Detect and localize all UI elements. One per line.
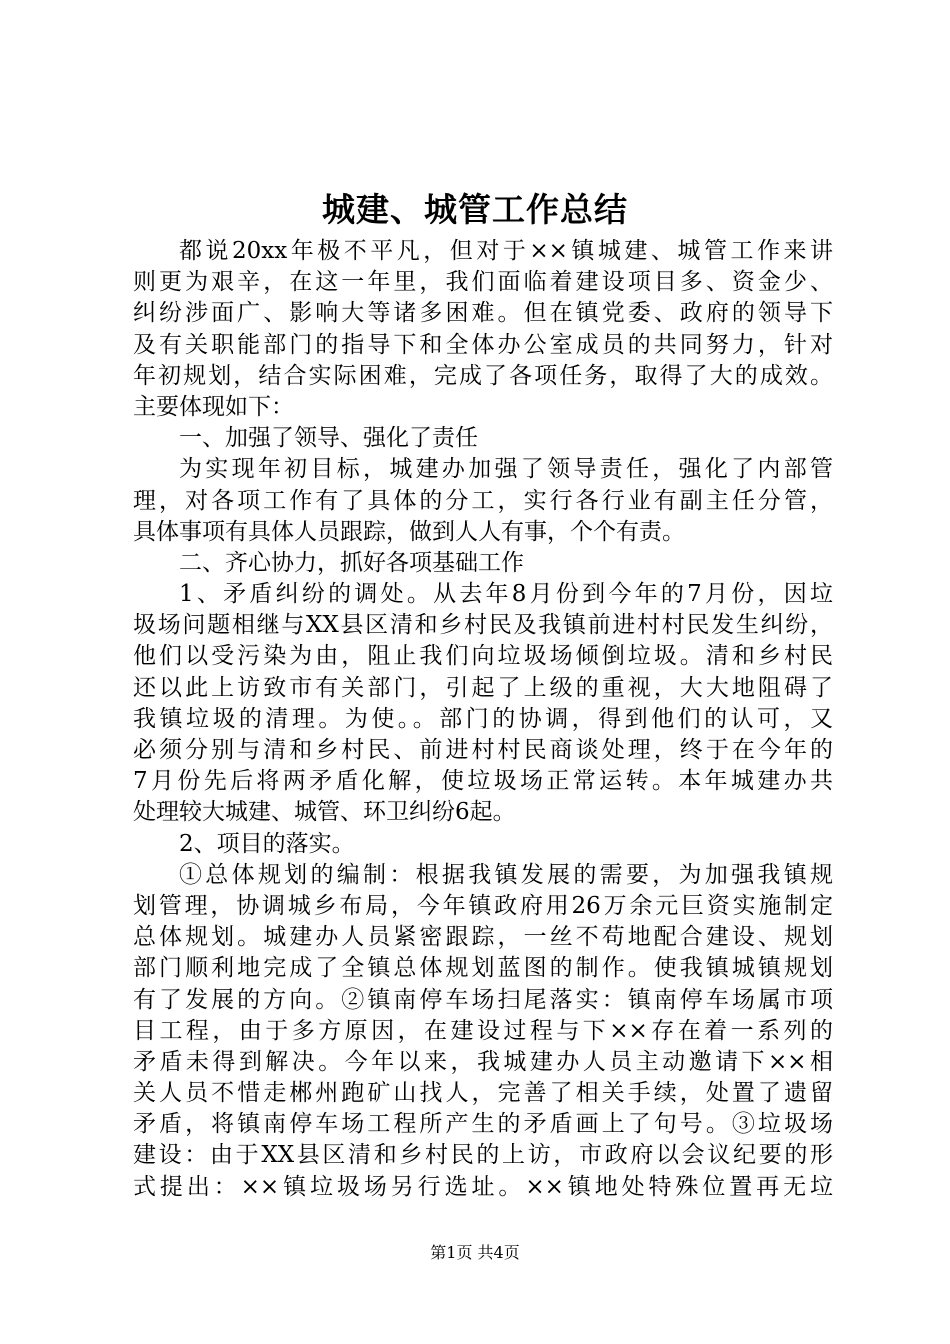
text-line: 2、项目的落实。 <box>179 830 355 857</box>
text-line: 他们以受污染为由，阻止我们向垃圾场倾倒垃圾。清和乡村民 <box>133 643 833 670</box>
text-line: 为实现年初目标，城建办加强了领导责任，强化了内部管 <box>179 456 833 483</box>
text-line: 圾场问题相继与XX县区清和乡村民及我镇前进村村民发生纠纷， <box>133 612 833 639</box>
text-line: 理，对各项工作有了具体的分工，实行各行业有副主任分管， <box>133 487 833 514</box>
text-line: 年初规划，结合实际困难，完成了各项任务，取得了大的成效。 <box>133 362 833 389</box>
text-line: 划管理，协调城乡布局，今年镇政府用26万余元巨资实施制定 <box>133 892 833 919</box>
text-line: 处理较大城建、城管、环卫纠纷6起。 <box>133 799 516 826</box>
text-line: 都说20xx年极不平凡，但对于××镇城建、城管工作来讲 <box>179 238 833 264</box>
text-line: 式提出：××镇垃圾场另行选址。××镇地处特殊位置再无垃 <box>133 1173 833 1200</box>
text-line: 则更为艰辛，在这一年里，我们面临着建设项目多、资金少、 <box>133 269 833 296</box>
text-line: 部门顺利地完成了全镇总体规划蓝图的制作。使我镇城镇规划 <box>133 955 833 982</box>
text-line: 目工程，由于多方原因，在建设过程与下××存在着一系列的 <box>133 1017 833 1044</box>
text-line: 矛盾，将镇南停车场工程所产生的矛盾画上了句号。③垃圾场 <box>133 1111 833 1138</box>
page-indicator: 第1页 共4页 <box>430 1243 520 1262</box>
text-line: 有了发展的方向。②镇南停车场扫尾落实：镇南停车场属市项 <box>133 986 833 1013</box>
document-title: 城建、城管工作总结 <box>322 190 628 229</box>
text-line: 二、齐心协力，抓好各项基础工作 <box>179 549 524 576</box>
text-line: 建设：由于XX县区清和乡村民的上访，市政府以会议纪要的形 <box>133 1142 833 1169</box>
text-line: 一、加强了领导、强化了责任 <box>179 425 478 452</box>
text-line: ①总体规划的编制：根据我镇发展的需要，为加强我镇规 <box>179 861 833 888</box>
text-line: 及有关职能部门的指导下和全体办公室成员的共同努力，针对 <box>133 331 833 358</box>
text-line: 总体规划。城建办人员紧密跟踪，一丝不苟地配合建设、规划 <box>133 924 833 951</box>
text-line: 主要体现如下： <box>133 393 294 420</box>
text-line: 具体事项有具体人员跟踪，做到人人有事，个个有责。 <box>133 518 685 545</box>
text-line: 关人员不惜走郴州跑矿山找人，完善了相关手续，处置了遗留 <box>133 1080 833 1107</box>
text-line: 7月份先后将两矛盾化解，使垃圾场正常运转。本年城建办共 <box>133 768 833 795</box>
text-line: 我镇垃圾的清理。为使。。部门的协调，得到他们的认可，又 <box>133 705 833 732</box>
text-line: 纠纷涉面广、影响大等诸多困难。但在镇党委、政府的领导下 <box>133 300 833 327</box>
text-line: 必须分别与清和乡村民、前进村村民商谈处理，终于在今年的 <box>133 737 833 763</box>
text-line: 矛盾未得到解决。今年以来，我城建办人员主动邀请下××相 <box>133 1048 833 1075</box>
text-line: 1、矛盾纠纷的调处。从去年8月份到今年的7月份，因垃 <box>179 581 833 608</box>
text-line: 还以此上访致市有关部门，引起了上级的重视，大大地阻碍了 <box>133 674 833 701</box>
document-body <box>133 236 833 1203</box>
